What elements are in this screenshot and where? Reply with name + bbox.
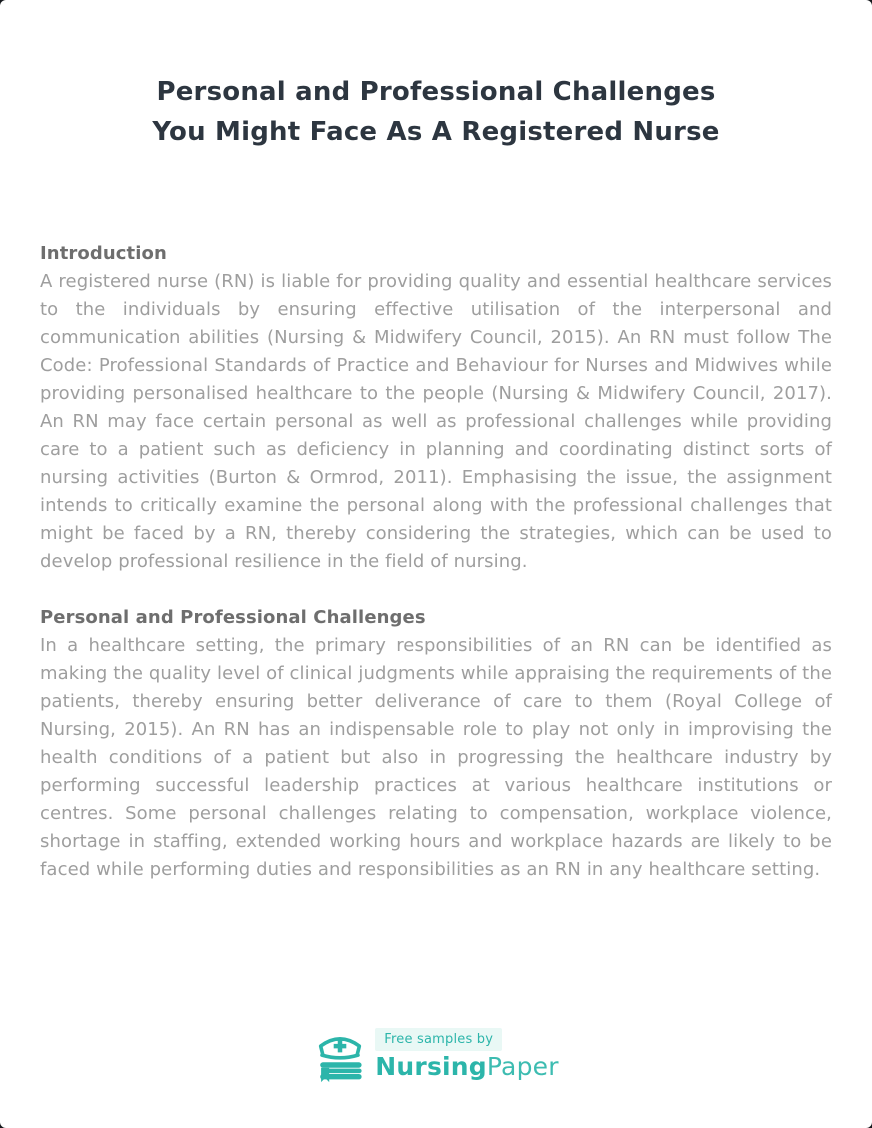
brand-text-block — [375, 1028, 558, 1082]
page-title-line-2: You Might Face As A Registered Nurse — [152, 117, 720, 147]
brand-logo[interactable] — [0, 1028, 872, 1084]
brand-name — [375, 1052, 558, 1082]
section-introduction — [40, 240, 832, 576]
section-heading: Personal and Professional Challenges — [40, 607, 426, 628]
brand-name-paper: Paper — [486, 1052, 559, 1081]
section-body: A registered nurse (RN) is liable for providing quality and essential healthcare services to the individuals by ensuring effective utilisation of the interpersonal and communication abilities (Nursing & Midwifery Council, 2015). An RN must follow The Code: Professional Standards of Practice and Behaviour for Nurses and Midwives while providing personalised healthcare to the people (Nursing & Midwifery Council, 2017). An RN may face certain personal as well as professional challenges while providing care to a patient such as deficiency in planning and coordinating distinct sorts of nursing activities (Burton & Ormrod, 2011). Emphasising the issue, the assignment intends to critically examine the personal along with the professional challenges that might be faced by a RN, thereby considering the strategies, which can be used to develop professional resilience in the field of nursing. — [40, 271, 832, 572]
brand-name-nursing: Nursing — [375, 1052, 487, 1081]
section-body: In a healthcare setting, the primary responsibilities of an RN can be identified as making the quality level of clinical judgments while appraising the requirements of the patients, thereby ensuring better deliverance of care to them (Royal College of Nursing, 2015). An RN has an indispensable role to play not only in improvising the health conditions of a patient but also in progressing the healthcare industry by performing successful leadership practices at various healthcare institutions or centres. Some personal challenges relating to compensation, workplace violence, shortage in staffing, extended working hours and workplace hazards are likely to be faced while performing duties and responsibilities as an RN in any healthcare setting. — [40, 635, 833, 880]
section-challenges — [40, 604, 832, 884]
nurse-cap-books-icon — [313, 1028, 367, 1084]
page-title-line-1: Personal and Professional Challenges — [156, 77, 716, 107]
free-samples-badge: Free samples by — [375, 1028, 502, 1051]
section-heading: Introduction — [40, 243, 167, 264]
page-title — [40, 72, 832, 152]
